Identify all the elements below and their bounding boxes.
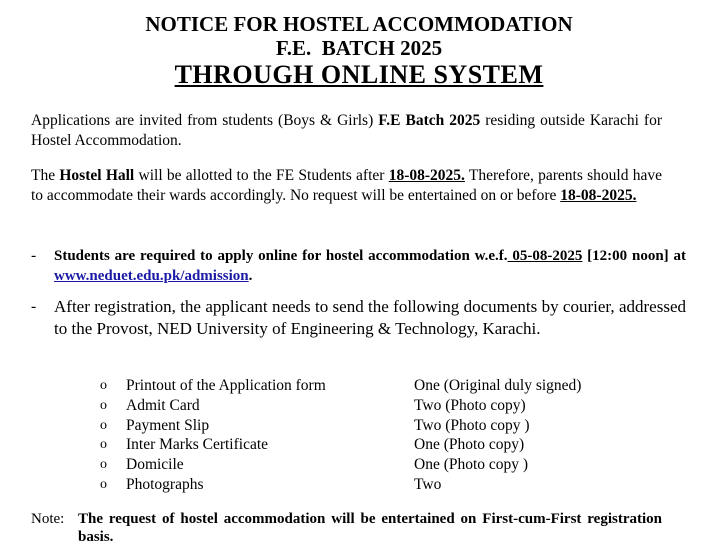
hostel-hall-emphasis: Hostel Hall	[59, 167, 135, 184]
document-name: Payment Slip	[126, 416, 210, 434]
bullet-circle-icon: o	[100, 397, 107, 413]
online-apply-instruction: Students are required to apply online for hostel accommodation w.e.f. 05-08-2025 [12:00 noon] at www.neduet.edu.pk/admission.	[54, 248, 686, 284]
admission-link[interactable]: www.neduet.edu.pk/admission	[54, 268, 249, 284]
list-item	[100, 455, 660, 475]
document-quantity: One (Photo copy)	[414, 436, 525, 454]
note-text: The request of hostel accommodation will be entertained on First-cum-First registration basis.	[78, 511, 662, 545]
document-quantity: One (Photo copy )	[414, 456, 529, 474]
list-item	[100, 416, 660, 436]
list-item	[100, 475, 660, 495]
courier-instruction: After registration, the applicant needs to send the following documents by courier, addressed to the Provost, NED University of Engineering & Technology, Karachi.	[54, 297, 686, 338]
batch-title: F.E. BATCH 2025	[275, 36, 443, 60]
bullet-circle-icon: o	[100, 457, 107, 473]
bullet-circle-icon: o	[100, 437, 107, 453]
bullet-dash: -	[31, 247, 37, 264]
allotment-paragraph: The Hostel Hall will be allotted to the FE Students after 18-08-2025. Therefore, parents should have to accommodate their wards accordingly. No request will be entertained on or before 18-08-2025.	[31, 167, 663, 204]
bullet-circle-icon: o	[100, 378, 107, 393]
document-quantity: Two (Photo copy )	[414, 416, 530, 434]
allotment-date: 18-08-2025.	[388, 167, 465, 184]
bullet-circle-icon: o	[100, 417, 107, 433]
document-name: Admit Card	[126, 396, 200, 414]
online-system-title: THROUGH ONLINE SYSTEM	[174, 60, 544, 89]
documents-list	[100, 376, 660, 495]
document-name: Domicile	[126, 456, 184, 474]
document-name: Inter Marks Certificate	[126, 436, 269, 454]
document-name: Printout of the Application form	[126, 377, 326, 394]
document-quantity: Two	[414, 475, 442, 493]
no-request-date: 18-08-2025.	[560, 187, 637, 204]
document-quantity: One (Original duly signed)	[414, 377, 582, 394]
bullet-dash: -	[31, 298, 37, 315]
apply-date: 05-08-2025	[507, 248, 583, 264]
note-label: Note:	[31, 511, 65, 527]
batch-emphasis: F.E Batch 2025	[378, 112, 481, 129]
document-quantity: Two (Photo copy)	[414, 396, 526, 414]
document-name: Photographs	[126, 475, 204, 493]
notice-title: NOTICE FOR HOSTEL ACCOMMODATION	[145, 12, 573, 36]
intro-paragraph: Applications are invited from students (Boys & Girls) F.E Batch 2025 residing outside Karachi for Hostel Accommodation.	[31, 112, 662, 149]
list-item	[100, 396, 660, 416]
list-item	[100, 435, 660, 455]
bullet-circle-icon: o	[100, 476, 107, 492]
list-item	[100, 376, 660, 396]
